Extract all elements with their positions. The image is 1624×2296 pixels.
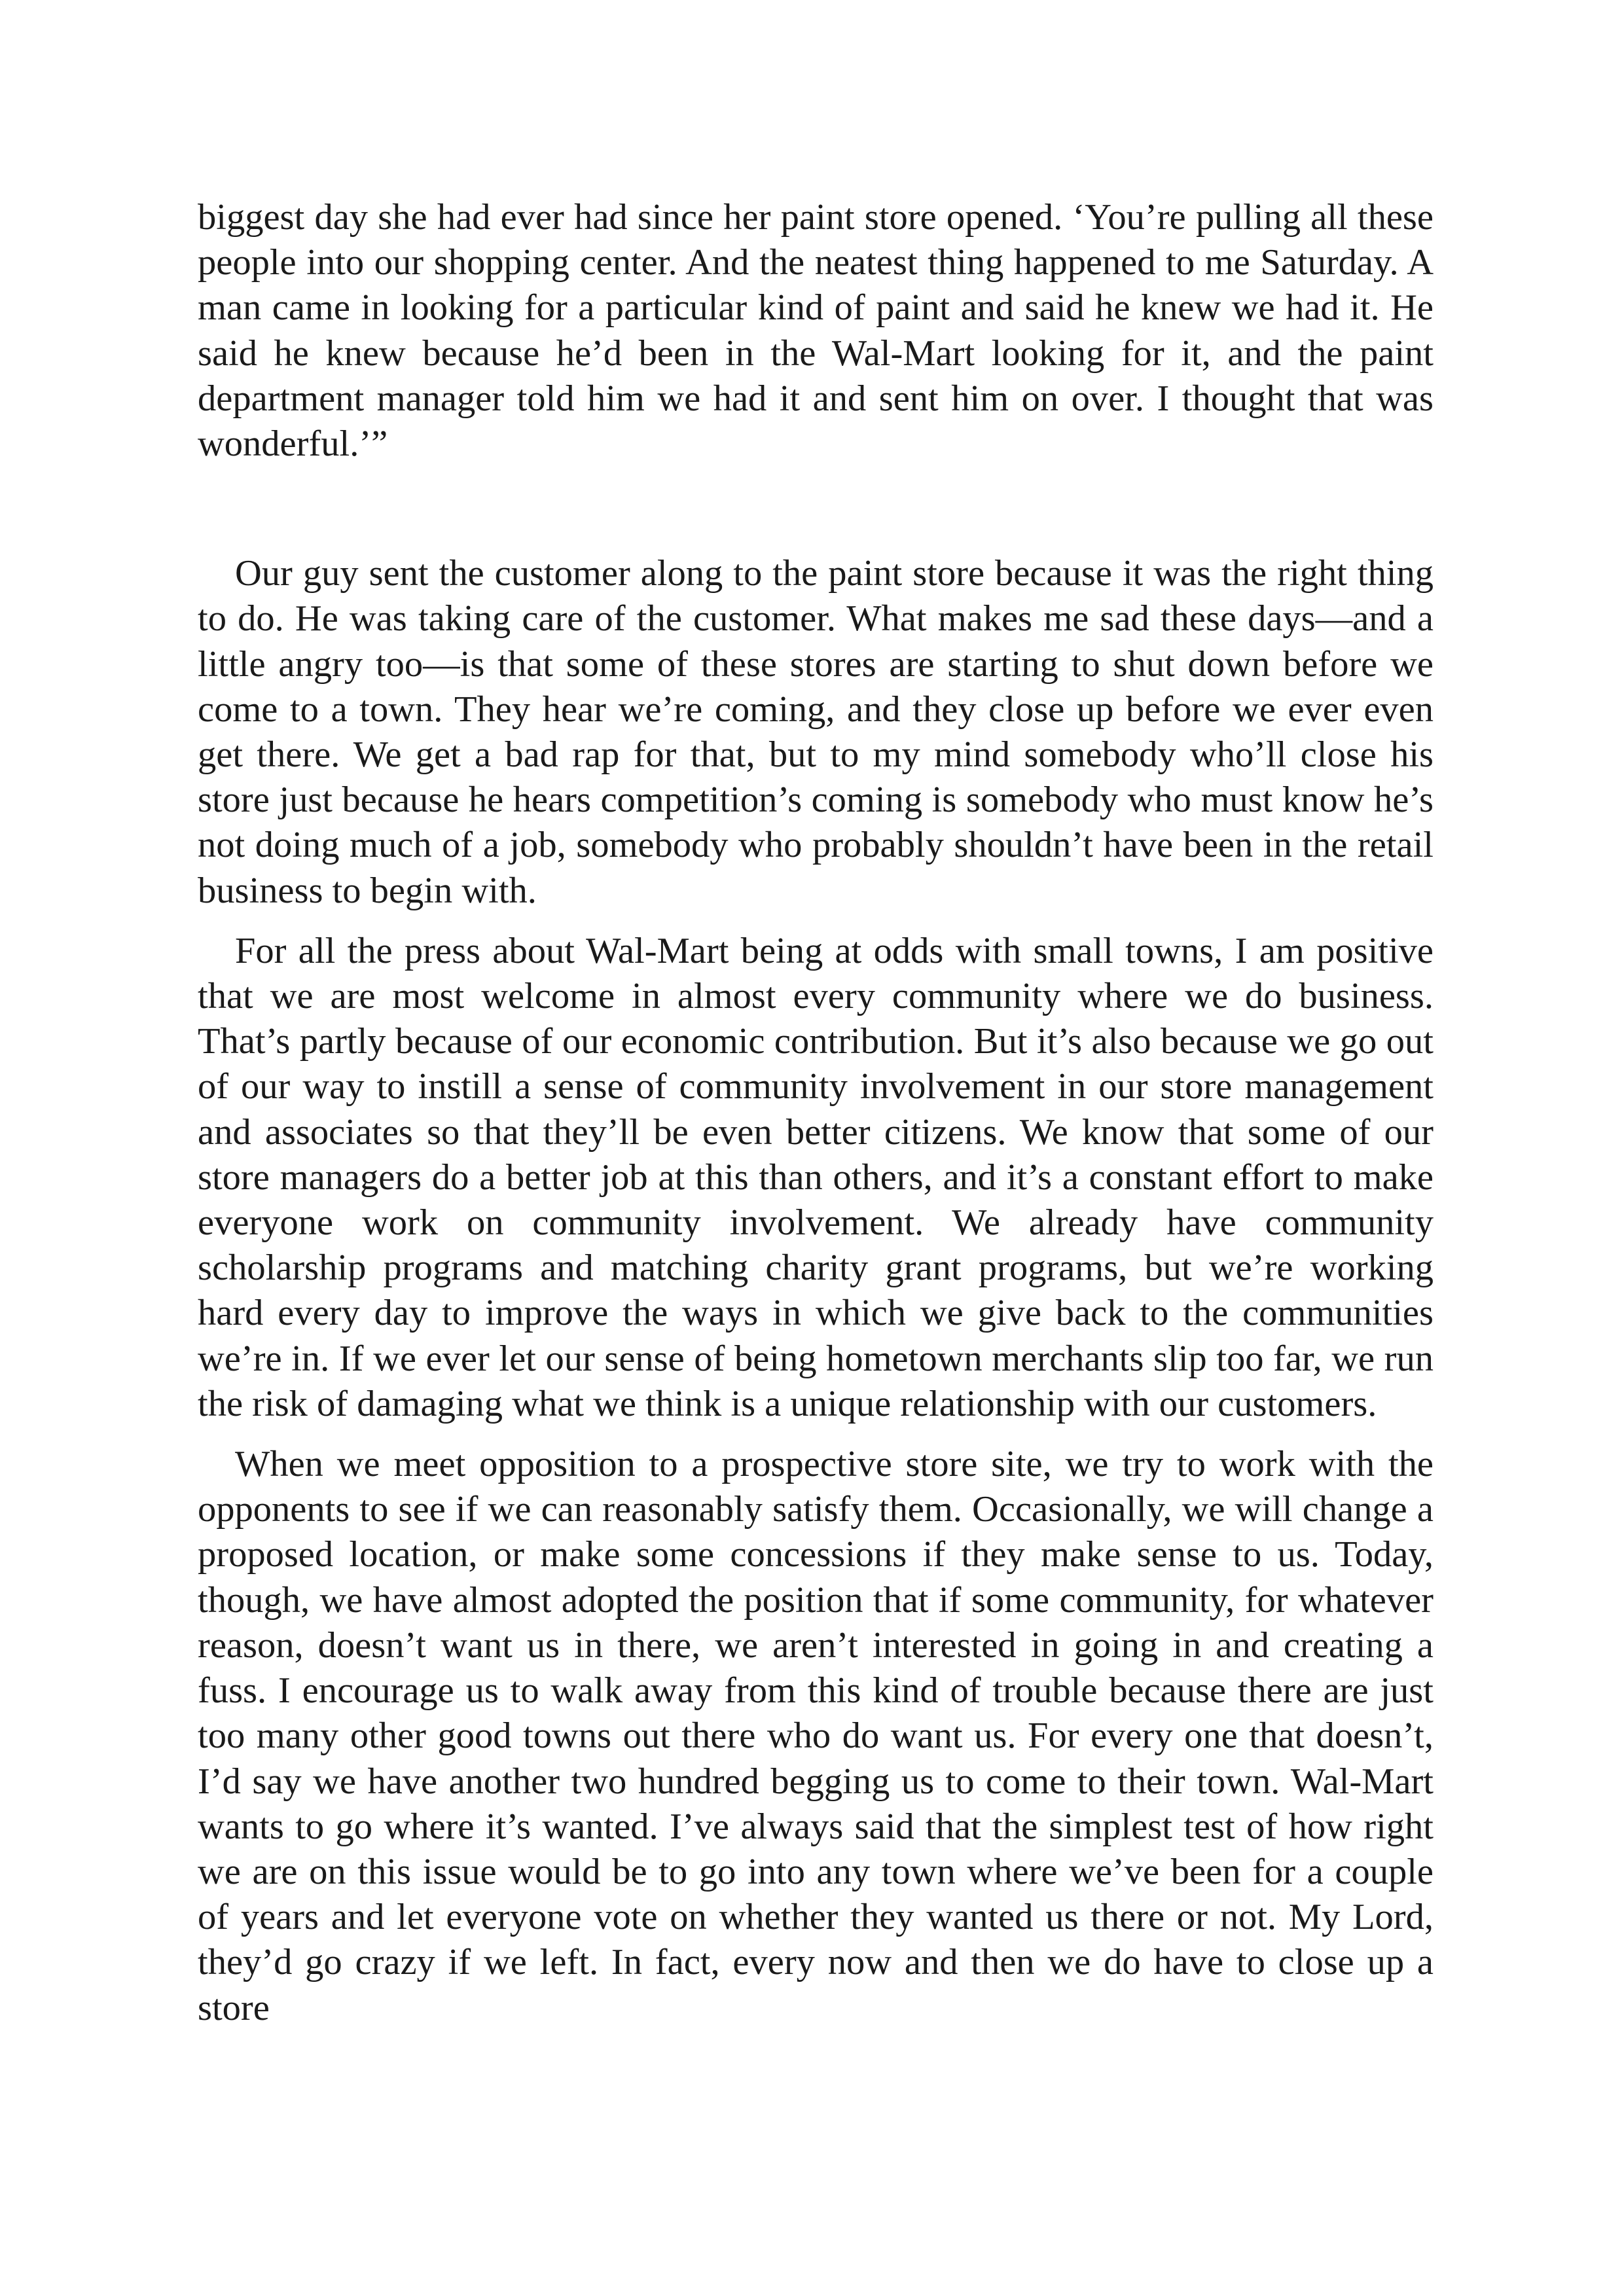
- paragraph-paint-store-customer: Our guy sent the customer along to the paint store because it was the right thing to do. He was taking care of the customer. What makes me sad these days—and a little angry too—is that some of these stores are starting to shut down before we come to a town. They hear we’re coming, and they close up before we ever even get there. We get a bad rap for that, but to my mind somebody who’ll close his store just because he hears competition’s coming is somebody who must know he’s not doing much of a job, somebody who probably shouldn’t have been in the retail business to begin with.: [198, 553, 1434, 911]
- paragraph-store-opposition: When we meet opposition to a prospective store site, we try to work with the opponents to see if we can reasonably satisfy them. Occasionally, we will change a proposed location, or make some concessions if they make sense to us. Today, though, we have almost adopted the position that if some community, for whatever reason, doesn’t want us in there, we aren’t interested in going in and creating a fuss. I encourage us to walk away from this kind of trouble because there are just too many other good towns out there who do want us. For every one that doesn’t, I’d say we have another two hundred begging us to come to their town. Wal-Mart wants to go where it’s wanted. I’ve always said that the simplest test of how right we are on this issue would be to go into any town where we’ve been for a couple of years and let everyone vote on whether they wanted us there or not. My Lord, they’d go crazy if we left. In fact, every now and then we do have to close up a store: [198, 1444, 1434, 2028]
- paragraph-community-welcome: For all the press about Wal-Mart being at odds with small towns, I am positive that we are most welcome in almost every community where we do business. That’s partly because of our economic contribution. But it’s also because we go out of our way to instill a sense of community involvement in our store management and associates so that they’ll be even better citizens. We know that some of our store managers do a better job at this than others, and it’s a constant effort to make everyone work on community involvement. We already have community scholarship programs and matching charity grant programs, but we’re working hard every day to improve the ways in which we give back to the communities we’re in. If we ever let our sense of being hometown merchants slip too far, we run the risk of damaging what we think is a unique relationship with our customers.: [198, 930, 1434, 1424]
- paragraph-continued: biggest day she had ever had since her paint store opened. ‘You’re pulling all these people into our shopping center. And the neatest thing happened to me Saturday. A man came in looking for a particular kind of paint and said he knew we had it. He said he knew because he’d been in the Wal-Mart looking for it, and the paint department manager told him we had it and sent him on over. I thought that was wonderful.’”: [198, 197, 1434, 465]
- page-body: [198, 195, 1434, 2031]
